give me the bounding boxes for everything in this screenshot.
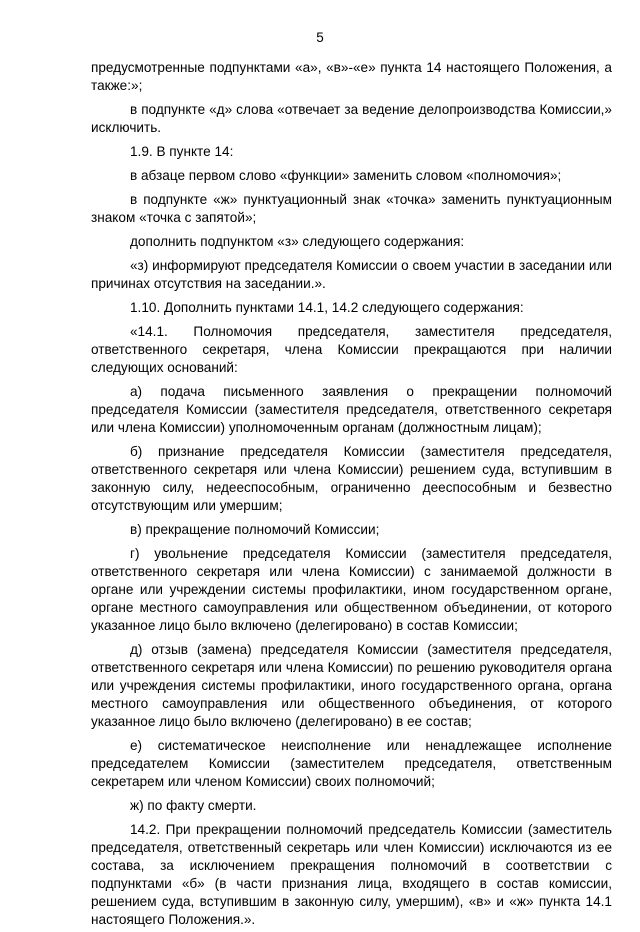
list-item-zh: ж) по факту смерти. — [130, 798, 257, 813]
paragraph: в абзаце первом слово «функции» заменить словом «полномочия»; — [130, 168, 562, 183]
paragraph-continuation: предусмотренные подпунктами «а», «в»-«е» пункта 14 настоящего Положения, а также:»; — [91, 60, 612, 93]
paragraph: дополнить подпунктом «з» следующего содержания: — [130, 234, 465, 249]
list-item-d: д) отзыв (замена) председателя Комиссии (заместителя председателя, ответственного секретаря или члена Комиссии) по решению руководителя органа или учреждения системы профилактики, иного государственного органа, органа местного самоуправления или общественного объединения, от которого указанное лицо было включено (делегировано) в ее состав; — [91, 642, 612, 729]
paragraph-clause-14-2: 14.2. При прекращении полномочий председатель Комиссии (заместитель председателя, ответственный секретарь или член Комиссии) исключаются из ее состава, за исключением прекращения полномочий в соответствии с подпунктами «б» (в части признания лица, входящего в состав комиссии, решением суда, вступившим в законную силу, умершим), «в» и «ж» пункта 14.1 настоящего Положения.». — [91, 822, 612, 927]
paragraph: в подпункте «ж» пунктуационный знак «точка» заменить пунктуационным знаком «точка с запятой»; — [91, 192, 612, 225]
paragraph-clause-1-10: 1.10. Дополнить пунктами 14.1, 14.2 следующего содержания: — [130, 300, 524, 315]
page-number: 5 — [316, 30, 324, 45]
paragraph-clause-14-1: «14.1. Полномочия председателя, заместителя председателя, ответственного секретаря, члена Комиссии прекращаются при наличии следующих оснований: — [91, 324, 612, 375]
paragraph-clause-1-9: 1.9. В пункте 14: — [130, 144, 234, 159]
paragraph: «з) информируют председателя Комиссии о своем участии в заседании или причинах отсутствия на заседании.». — [91, 258, 612, 291]
list-item-e: е) систематическое неисполнение или ненадлежащее исполнение председателем Комиссии (заместителем председателя, ответственным секретарем или членом Комиссии) своих полномочий; — [91, 738, 612, 789]
list-item-v: в) прекращение полномочий Комиссии; — [130, 522, 380, 537]
document-body — [91, 59, 612, 932]
list-item-a: а) подача письменного заявления о прекращении полномочий председателя Комиссии (заместителя председателя, ответственного секретаря или члена Комиссии) уполномоченным органам (должностным лицам); — [91, 384, 612, 435]
list-item-g: г) увольнение председателя Комиссии (заместителя председателя, ответственного секретаря или члена Комиссии) с занимаемой должности в органе или учреждении системы профилактики, ином государственном органе, органе местного самоуправления или общественном объединении, от которого указанное лицо было включено (делегировано) в состав Комиссии; — [91, 546, 612, 633]
paragraph: в подпункте «д» слова «отвечает за ведение делопроизводства Комиссии,» исключить. — [91, 102, 612, 135]
list-item-b: б) признание председателя Комиссии (заместителя председателя, ответственного секретаря или члена Комиссии) решением суда, вступившим в законную силу, недееспособным, ограниченно дееспособным и безвестно отсутствующим или умершим; — [91, 444, 612, 513]
